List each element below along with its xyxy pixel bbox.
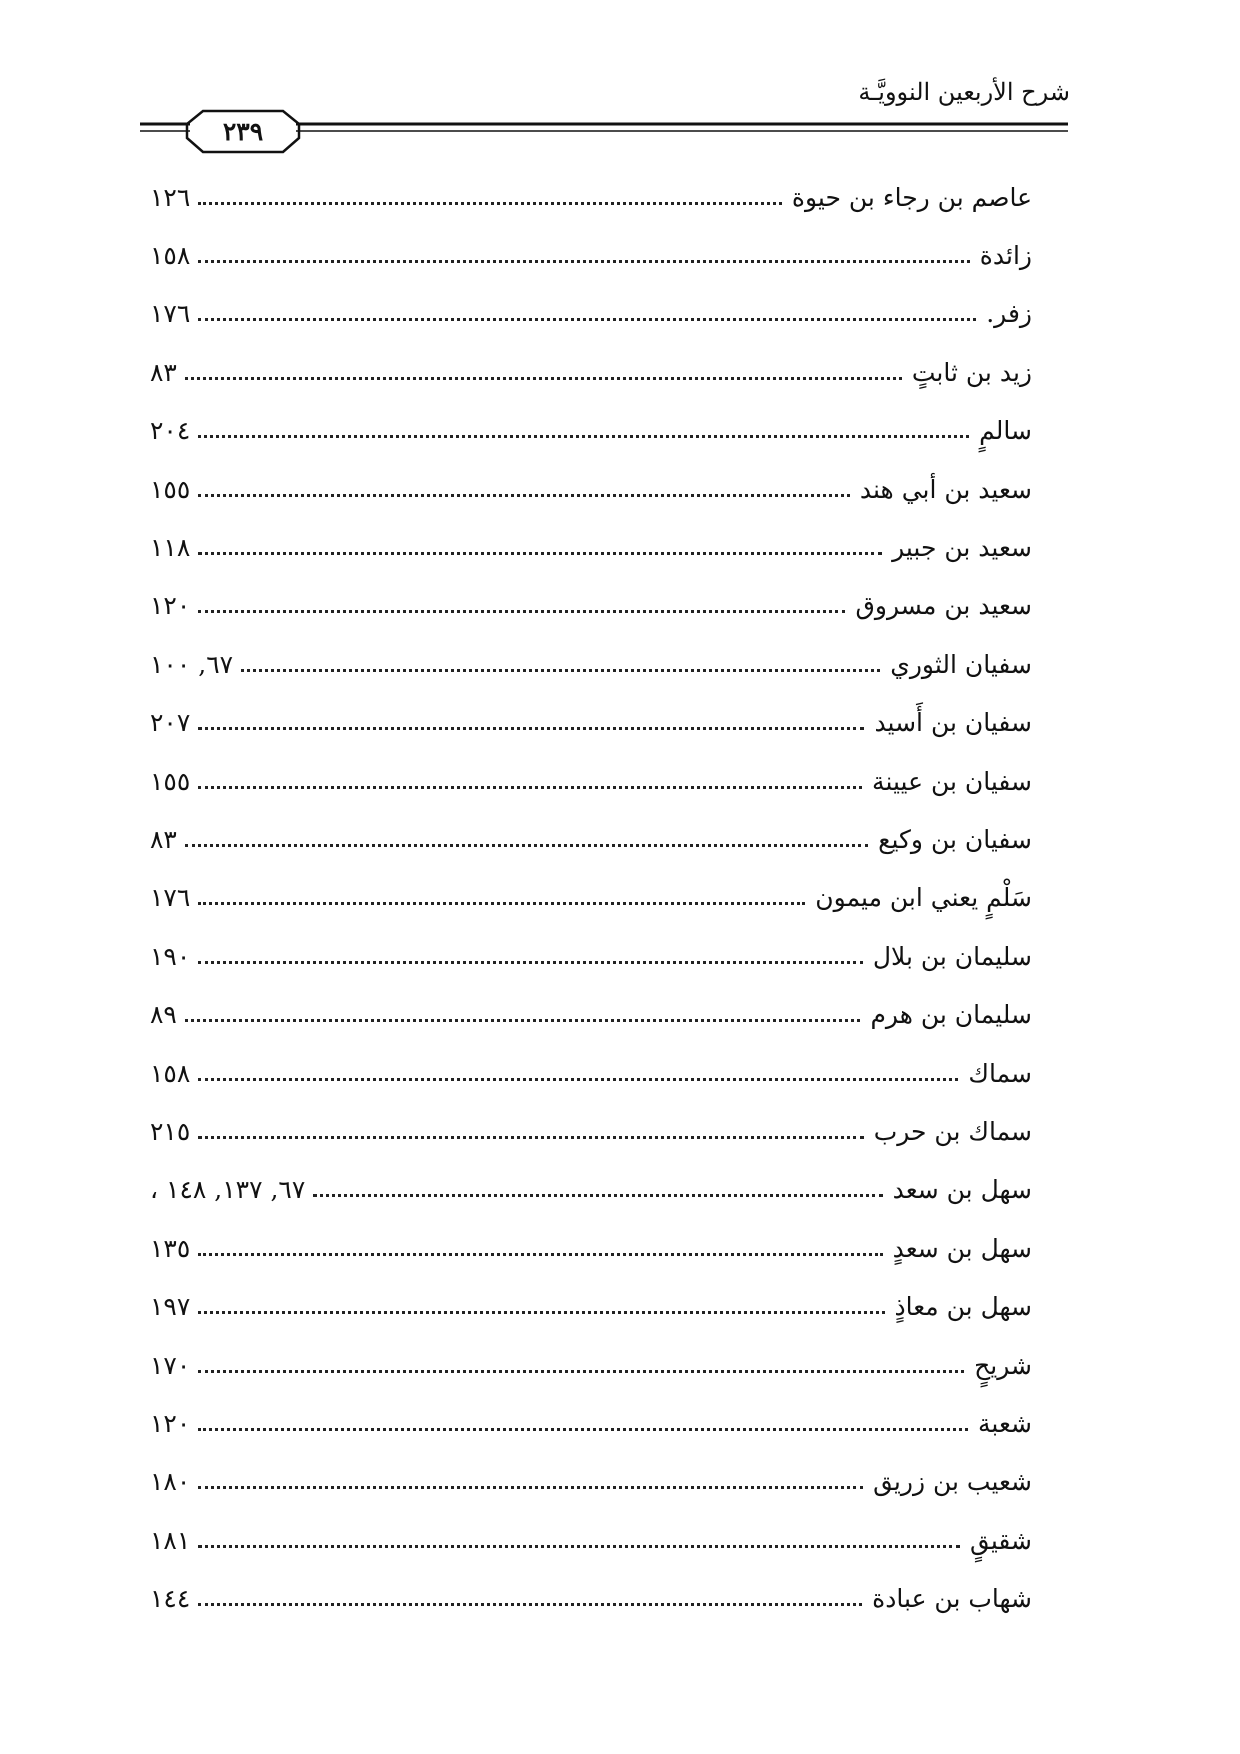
index-entry [150, 1102, 1032, 1160]
entry-name: زيد بن ثابتٍ [911, 357, 1032, 387]
entry-pages: ٢٠٧ [150, 708, 191, 738]
dotted-leader [198, 1370, 964, 1373]
dotted-leader [185, 1019, 861, 1022]
entry-name: سفيان الثوري [890, 649, 1032, 679]
entry-name: شعيب بن زريق [873, 1467, 1032, 1497]
entry-name: سعيد بن جبير [892, 533, 1032, 563]
index-entry [150, 343, 1032, 401]
entry-pages: ٨٣ [150, 357, 177, 387]
index-list [150, 168, 1032, 1628]
index-entry [150, 402, 1032, 460]
entry-pages: ١٥٨ [150, 1058, 191, 1088]
entry-pages: ١٧٦ [150, 299, 191, 329]
dotted-leader [185, 377, 902, 380]
entry-name: سفيان بن عيينة [872, 766, 1032, 796]
index-entry [150, 168, 1032, 226]
entry-pages: ١١٨ [150, 533, 191, 563]
dotted-leader [198, 202, 782, 205]
dotted-leader [198, 1603, 862, 1606]
entry-name: زفر. [986, 299, 1032, 329]
index-entry [150, 226, 1032, 284]
dotted-leader [198, 1078, 958, 1081]
entry-name: سليمان بن هرم [870, 1000, 1032, 1030]
index-entry [150, 518, 1032, 576]
index-entry [150, 635, 1032, 693]
index-entry [150, 1219, 1032, 1277]
entry-name: سليمان بن بلال [872, 941, 1032, 971]
dotted-leader [185, 844, 868, 847]
dotted-leader [198, 1486, 863, 1489]
dotted-leader [198, 435, 969, 438]
entry-pages: ١٥٥ [150, 474, 191, 504]
index-entry [150, 1569, 1032, 1627]
entry-name: شعبة [978, 1408, 1032, 1438]
entry-pages: ١٢٦ [150, 182, 191, 212]
entry-name: سَلْمٍ يعني ابن ميمون [815, 883, 1032, 913]
entry-name: شهاب بن عبادة [872, 1584, 1032, 1614]
entry-pages: ٦٧, ١٠٠ [150, 649, 234, 679]
entry-pages: ١٢٠ [150, 591, 191, 621]
entry-pages: ١٩٠ [150, 941, 191, 971]
dotted-leader [313, 1194, 882, 1197]
entry-name: سماك بن حرب [873, 1116, 1032, 1146]
dotted-leader [198, 1311, 884, 1314]
entry-pages: ٢١٥ [150, 1116, 191, 1146]
page-number: ٢٣٩ [222, 117, 264, 146]
index-entry [150, 694, 1032, 752]
entry-pages: ٨٣ [150, 824, 177, 854]
index-entry [150, 1453, 1032, 1511]
entry-pages: ١٧٦ [150, 883, 191, 913]
entry-name: سفيان بن أَسيد [874, 708, 1032, 738]
entry-name: سفيان بن وكيع [878, 824, 1032, 854]
entry-name: سالمٍ [979, 416, 1032, 446]
entry-pages: ٦٧, ١٣٧, ١٤٨ ، [150, 1175, 306, 1205]
book-title: شرح الأربعين النوويَّـة [858, 78, 1070, 106]
entry-pages: ١٩٧ [150, 1292, 191, 1322]
entry-pages: ٢٠٤ [150, 416, 191, 446]
entry-pages: ١٧٠ [150, 1350, 191, 1380]
index-entry [150, 927, 1032, 985]
dotted-leader [198, 902, 805, 905]
index-entry [150, 1394, 1032, 1452]
index-entry [150, 869, 1032, 927]
entry-name: سهل بن سعد [892, 1175, 1032, 1205]
dotted-leader [198, 494, 850, 497]
entry-pages: ٨٩ [150, 1000, 177, 1030]
index-entry [150, 1044, 1032, 1102]
dotted-leader [198, 1545, 960, 1548]
dotted-leader [198, 1428, 968, 1431]
entry-name: سعيد بن مسروق [855, 591, 1032, 621]
entry-name: زائدة [979, 241, 1032, 271]
entry-pages: ١٢٠ [150, 1408, 191, 1438]
index-entry [150, 1336, 1032, 1394]
entry-name: سعيد بن أبي هند [859, 474, 1032, 504]
entry-pages: ١٥٥ [150, 766, 191, 796]
dotted-leader [198, 961, 863, 964]
dotted-leader [241, 669, 880, 672]
page-header [0, 0, 1240, 160]
dotted-leader [198, 1136, 863, 1139]
dotted-leader [198, 1253, 882, 1256]
entry-pages: ١٥٨ [150, 241, 191, 271]
dotted-leader [198, 552, 882, 555]
entry-name: سماك [968, 1058, 1032, 1088]
index-entry [150, 752, 1032, 810]
dotted-leader [198, 260, 970, 263]
entry-name: شريحٍ [974, 1350, 1032, 1380]
entry-pages: ١٤٤ [150, 1584, 191, 1614]
index-entry [150, 577, 1032, 635]
index-entry [150, 1277, 1032, 1335]
entry-name: شقيقٍ [970, 1525, 1032, 1555]
dotted-leader [198, 610, 845, 613]
entry-name: سهل بن معاذٍ [894, 1292, 1032, 1322]
dotted-leader [198, 318, 976, 321]
entry-pages: ١٣٥ [150, 1233, 191, 1263]
entry-pages: ١٨٠ [150, 1467, 191, 1497]
index-entry [150, 810, 1032, 868]
dotted-leader [198, 786, 862, 789]
entry-pages: ١٨١ [150, 1525, 191, 1555]
dotted-leader [198, 727, 864, 730]
index-entry [150, 460, 1032, 518]
entry-name: عاصم بن رجاء بن حيوة [791, 182, 1032, 212]
entry-name: سهل بن سعدٍ [892, 1233, 1032, 1263]
index-entry [150, 1161, 1032, 1219]
index-entry [150, 985, 1032, 1043]
index-entry [150, 285, 1032, 343]
index-entry [150, 1511, 1032, 1569]
